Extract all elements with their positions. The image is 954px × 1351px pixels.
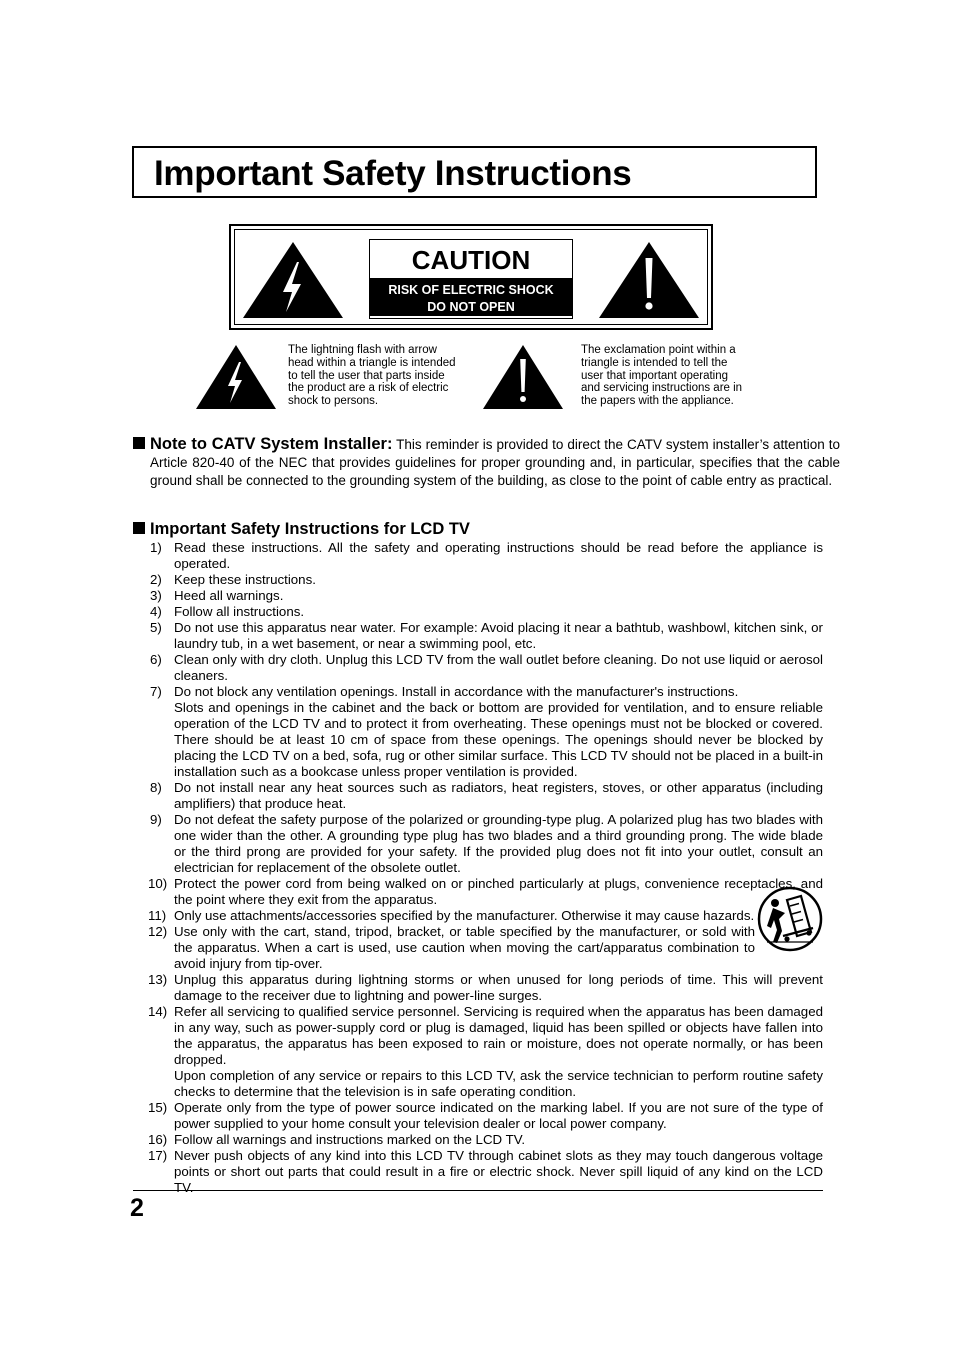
catv-note-text: This reminder is provided to direct the CATV system installer’s attention to Article 820-40 of the NEC that provides guidelines for proper grounding and, in particular, specifies that the cable ground shall be connected to the grounding system of the building, as close to the point of cable entry as practical. [150,437,840,488]
list-item [148,540,823,572]
cart-tip-over-warning-icon [757,886,823,952]
square-bullet-icon [133,522,145,534]
page-title: Important Safety Instructions [154,154,632,193]
lightning-triangle-icon [241,240,345,320]
caution-line-2: DO NOT OPEN [427,300,515,314]
list-item [148,908,823,924]
list-item-text: Heed all warnings. [174,588,284,603]
list-item-text: Follow all warnings and instructions marked on the LCD TV. [174,1132,526,1147]
list-item-number: 6) [150,652,162,667]
list-item-number: 9) [150,812,162,827]
list-item-text: Upon completion of any service or repairs to this LCD TV, ask the service technician to perform routine safety checks to determine that the television is in safe operating condition. [174,1068,823,1099]
list-item-text: Do not block any ventilation openings. Install in accordance with the manufacturer's instructions. [174,684,739,699]
list-item-number: 14) [148,1004,168,1019]
list-item [148,972,823,1004]
page-number: 2 [130,1194,144,1222]
list-item [148,572,823,588]
square-bullet-icon [133,437,145,449]
exclamation-triangle-icon [482,344,564,410]
list-item-text: Keep these instructions. [174,572,316,587]
list-item-text: Unplug this apparatus during lightning storms or when unused for long periods of time. This will prevent damage to the receiver due to lightning and power-line surges. [174,972,823,1003]
list-item-text: Follow all instructions. [174,604,305,619]
caution-subtext [370,278,572,316]
list-item-number: 15) [148,1100,168,1115]
footer-rule [133,1190,823,1191]
list-item-number: 12) [148,924,168,939]
list-item-text: Do not use this apparatus near water. For example: Avoid placing it near a bathtub, washbowl, kitchen sink, or laundry tub, in a wet basement, or near a swimming pool, etc. [174,620,823,651]
list-item-number: 3) [150,588,162,603]
caution-line-1: RISK OF ELECTRIC SHOCK [388,283,554,297]
list-item [148,684,823,780]
list-item-text: Operate only from the type of power source indicated on the marking label. If you are not sure of the type of power supplied to your home consult your television dealer or local power company. [174,1100,823,1131]
title-box [132,146,817,198]
exclamation-triangle-icon [597,240,701,320]
list-item [148,1132,823,1148]
list-item-number: 2) [150,572,162,587]
list-item-number: 11) [148,908,167,923]
exclamation-symbol-description: The exclamation point within a triangle is intended to tell the user that important operating and servicing instructions are in the papers with the appliance. [581,344,743,408]
list-item [148,652,823,684]
list-item [148,604,823,620]
list-item-number: 4) [150,604,162,619]
list-item [148,1148,823,1196]
list-item-text: Only use attachments/accessories specified by the manufacturer. Otherwise it may cause hazards. [174,908,755,923]
list-item [148,588,823,604]
list-item [148,876,823,908]
list-item-text: Clean only with dry cloth. Unplug this LCD TV from the wall outlet before cleaning. Do not use liquid or aerosol cleaners. [174,652,823,683]
list-item-text: Do not defeat the safety purpose of the polarized or grounding-type plug. A polarized plug has two blades with one wider than the other. A grounding type plug has two blades and a third grounding prong. The wide blade or the third prong are provided for your safety. If the provided plug does not fit into your outlet, consult an electrician for replacement of the obsolete outlet. [174,812,823,875]
list-item-number: 10) [148,876,168,891]
list-item [148,1100,823,1132]
list-item-number: 5) [150,620,162,635]
list-item-text: Protect the power cord from being walked on or pinched particularly at plugs, convenience receptacles, and the point where they exit from the apparatus. [174,876,823,907]
list-item [148,1004,823,1100]
catv-note-heading: Note to CATV System Installer: [150,435,393,453]
list-item-number: 13) [148,972,168,987]
list-item-text: Never push objects of any kind into this LCD TV through cabinet slots as they may touch dangerous voltage points or short out parts that could result in a fire or electric shock. Never spill liquid of any kind on the LCD TV. [174,1148,823,1195]
list-item-text: Do not install near any heat sources such as radiators, heat registers, stoves, or other apparatus (including amplifiers) that produce heat. [174,780,823,811]
list-item-number: 1) [150,540,162,555]
list-item-number: 17) [148,1148,168,1163]
caution-heading: CAUTION [411,245,531,275]
list-item [148,812,823,876]
list-item-text: Use only with the cart, stand, tripod, bracket, or table specified by the manufacturer, or sold with the apparatus. When a cart is used, use caution when moving the cart/apparatus combination to avoid injury from tip-over. [174,924,755,971]
catv-note [133,435,840,490]
instructions-list [148,540,823,1196]
list-item-number: 16) [148,1132,168,1147]
caution-panel [229,224,713,330]
lightning-triangle-icon [195,344,277,410]
list-item-text: Read these instructions. All the safety and operating instructions should be read before the appliance is operated. [174,540,823,571]
list-item-number: 7) [150,684,162,699]
instructions-heading-row [133,520,823,539]
caution-label [369,239,573,319]
list-item-number: 8) [150,780,162,795]
list-item [148,924,823,972]
list-item-text: Refer all servicing to qualified service personnel. Servicing is required when the apparatus has been damaged in any way, such as power-supply cord or plug is damaged, liquid has been spilled or objects have fallen into the apparatus, the apparatus has been exposed to rain or moisture, does not operate normally, or has been dropped. [174,1004,823,1067]
lightning-symbol-description: The lightning flash with arrow head within a triangle is intended to tell the user that parts inside the product are a risk of electric shock to persons. [288,344,456,408]
list-item [148,780,823,812]
list-item [148,620,823,652]
list-item-text: Slots and openings in the cabinet and the back or bottom are provided for ventilation, and to ensure reliable operation of the LCD TV and to protect it from overheating. These openings must not be blocked or covered. There should be at least 10 cm of space from these openings. The openings should never be blocked by placing the LCD TV on a bed, sofa, rug or other similar surface. This LCD TV should not be placed in a built-in installation such as a bookcase unless proper ventilation is provided. [174,700,823,779]
instructions-heading: Important Safety Instructions for LCD TV [150,520,470,538]
